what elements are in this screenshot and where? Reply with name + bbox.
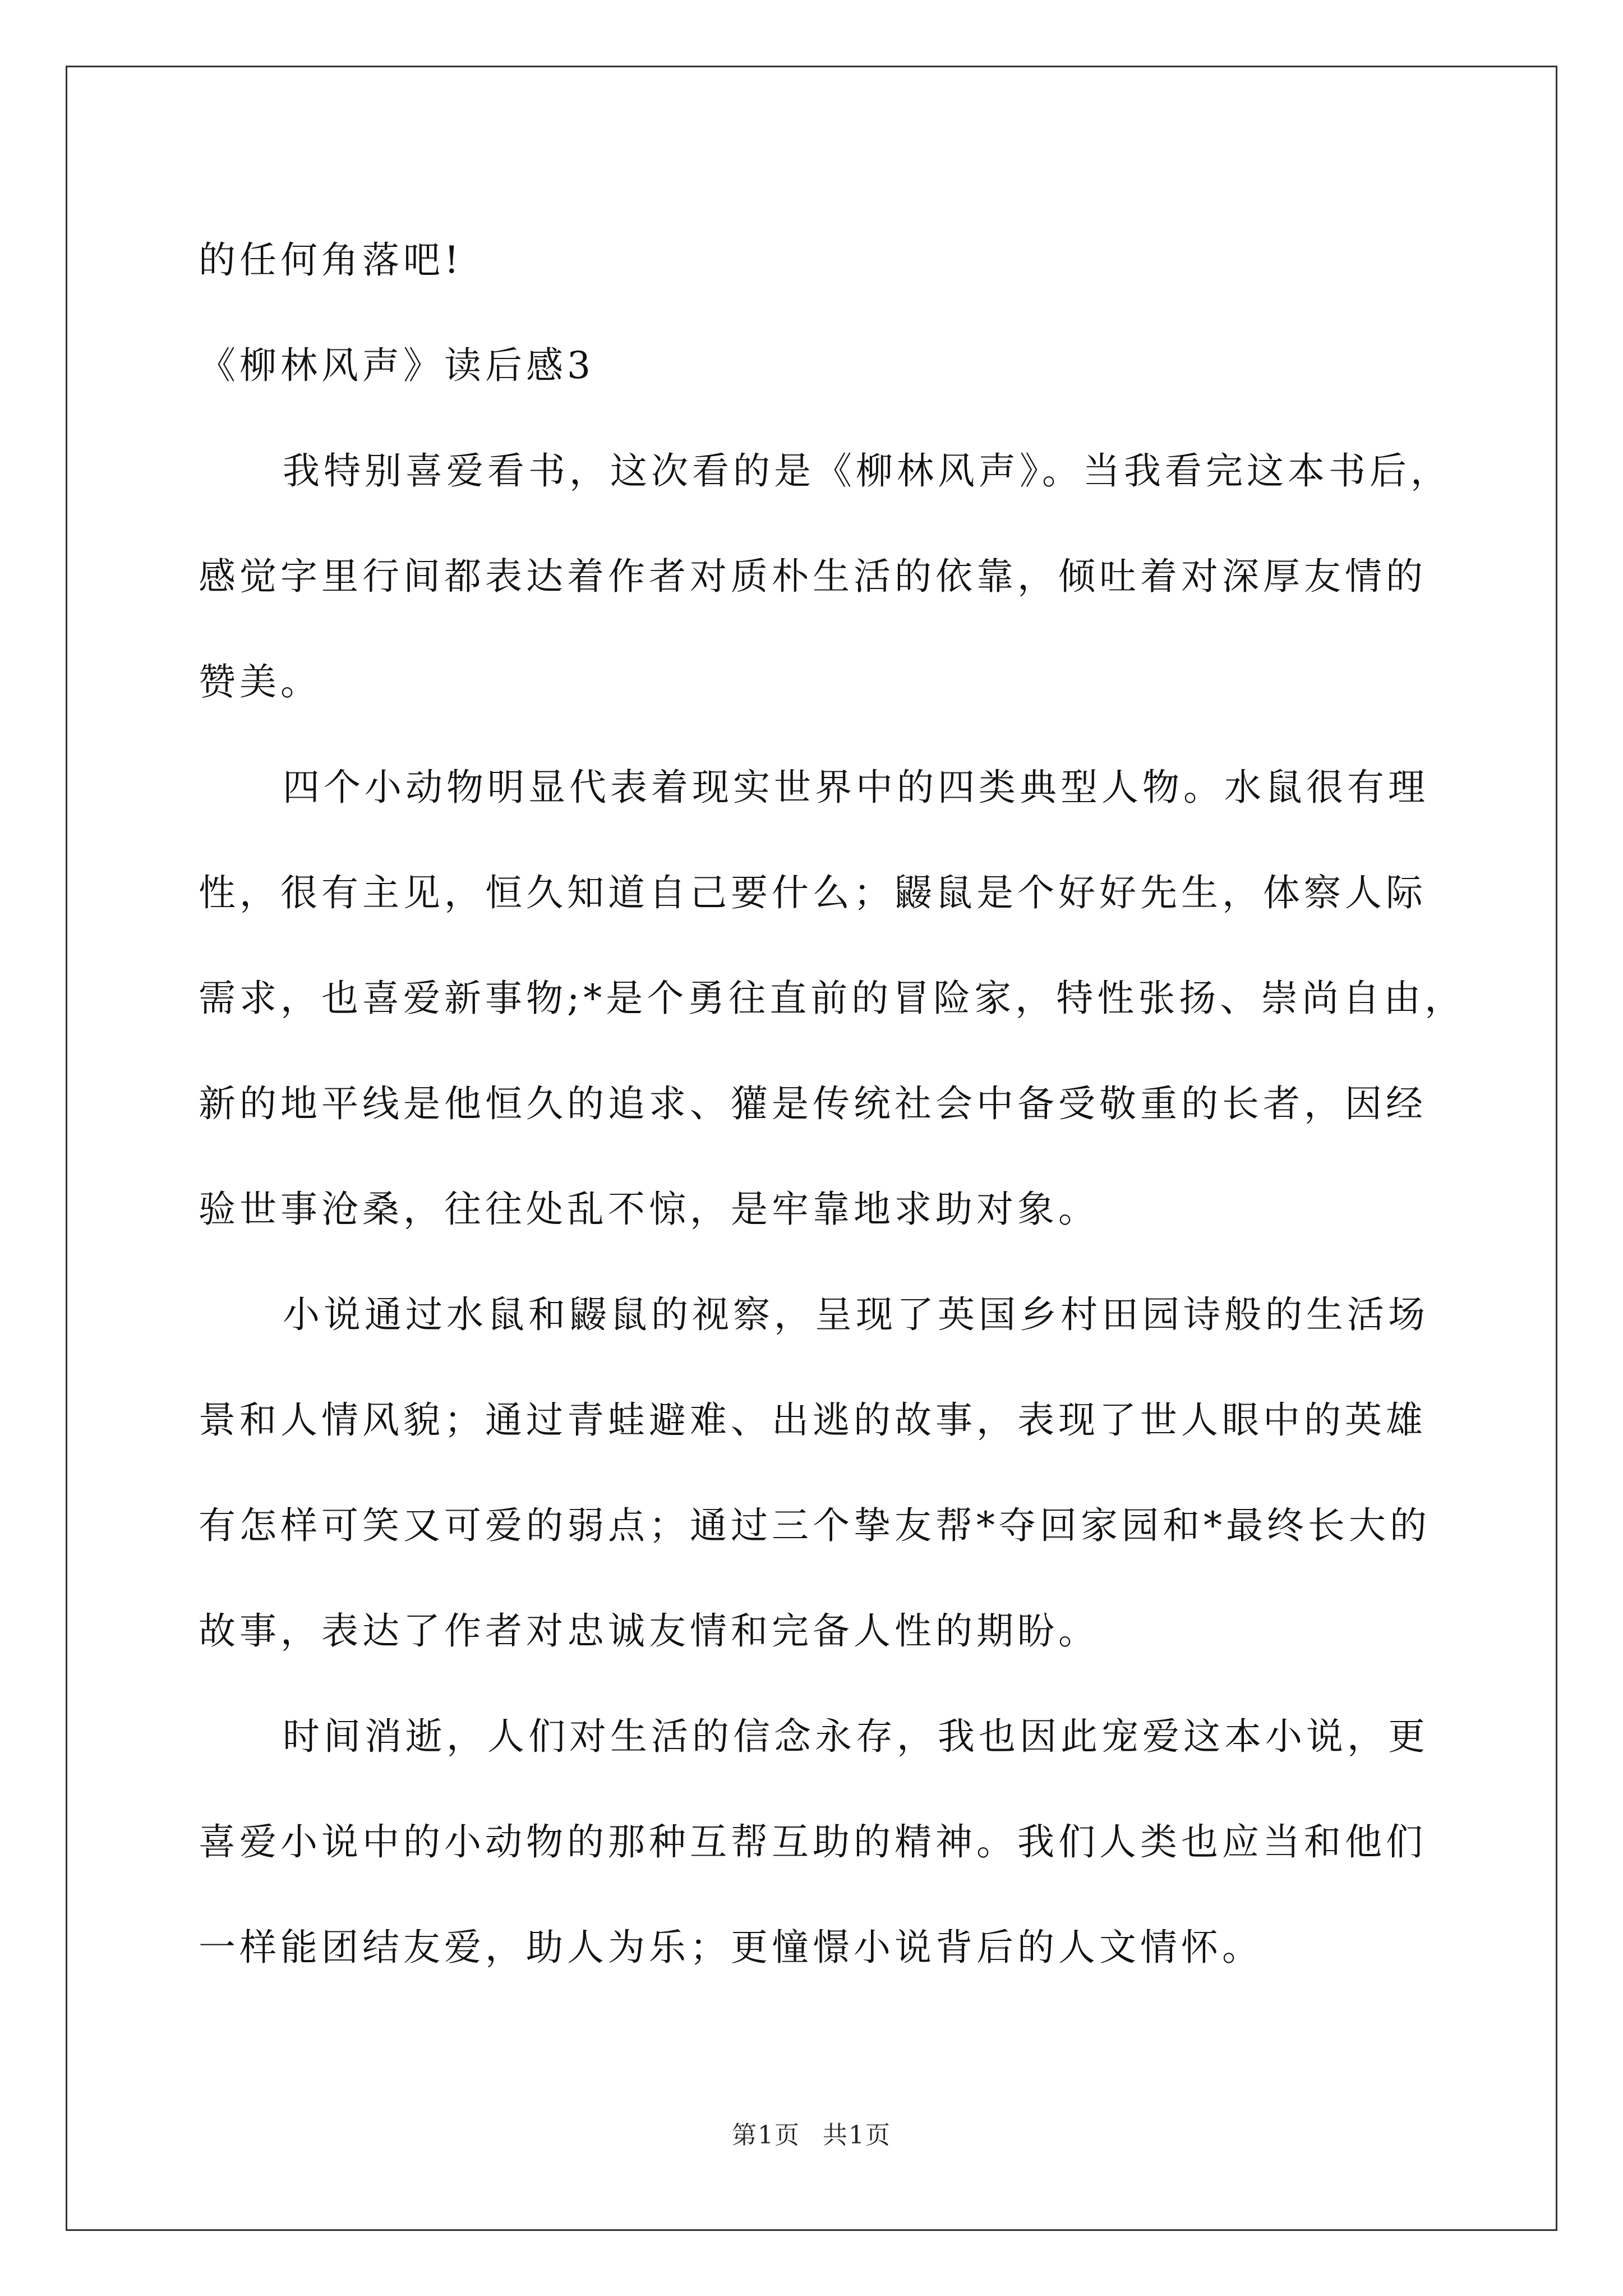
page-footer <box>0 2115 1623 2151</box>
paragraph-line: 景和人情风貌；通过青蛙避难、出逃的故事，表现了世人眼中的英雄 <box>199 1398 1427 1442</box>
paragraph-4 <box>199 1684 1432 2000</box>
paragraph-line: 感觉字里行间都表达着作者对质朴生活的依靠，倾吐着对深厚友情的 <box>199 555 1427 598</box>
paragraph-line: 需求，也喜爱新事物;*是个勇往直前的冒险家，特性张扬、崇尚自由， <box>199 977 1466 1020</box>
paragraph-line: 赞美。 <box>199 660 321 703</box>
paragraph-line: 有怎样可笑又可爱的弱点；通过三个挚友帮*夺回家园和*最终长大的 <box>199 1504 1431 1547</box>
paragraph-line: 我特别喜爱看书，这次看的是《柳林风声》。当我看完这本书后， <box>283 449 1451 493</box>
paragraph-2 <box>199 735 1466 1262</box>
paragraph-3 <box>199 1262 1432 1684</box>
paragraph-line: 性，很有主见，恒久知道自己要什么；鼹鼠是个好好先生，体察人际 <box>199 871 1427 914</box>
paragraph-line: 时间消逝，人们对生活的信念永存，我也因此宠爱这本小说，更 <box>283 1715 1429 1758</box>
section-title: 《柳林风声》读后感3 <box>199 344 594 387</box>
page-number: 第1页 <box>732 2121 800 2150</box>
page-total: 共1页 <box>823 2121 891 2150</box>
paragraph-line: 验世事沧桑，往往处乱不惊，是牢靠地求助对象。 <box>199 1188 1099 1231</box>
paragraph-line: 小说通过水鼠和鼹鼠的视察，呈现了英国乡村田园诗般的生活场 <box>283 1293 1429 1336</box>
paragraph-1 <box>199 418 1451 735</box>
paragraph-line: 喜爱小说中的小动物的那种互帮互助的精神。我们人类也应当和他们 <box>199 1820 1427 1864</box>
paragraph-line: 一样能团结友爱，助人为乐；更憧憬小说背后的人文情怀。 <box>199 1926 1263 1969</box>
carryover-line: 的任何角落吧! <box>199 238 463 282</box>
paragraph-line: 新的地平线是他恒久的追求、獾是传统社会中备受敬重的长者，因经 <box>199 1082 1427 1125</box>
document-body <box>199 208 1466 2000</box>
paragraph-line: 故事，表达了作者对忠诚友情和完备人性的期盼。 <box>199 1609 1099 1653</box>
paragraph-line: 四个小动物明显代表着现实世界中的四类典型人物。水鼠很有理 <box>283 766 1429 809</box>
